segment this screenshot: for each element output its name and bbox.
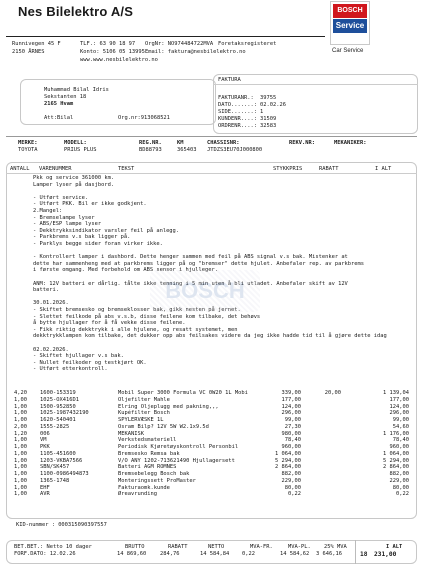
note-line: batteri.	[33, 287, 59, 294]
item-number: PKK	[40, 444, 50, 450]
item-unit-price: 78,40	[284, 437, 301, 444]
customer-street: Sekstanten 18	[44, 94, 87, 100]
item-number: 1365-1748	[40, 477, 70, 484]
item-unit-price: 882,00	[281, 471, 301, 477]
item-qty: 1,00	[14, 457, 27, 464]
table-row	[14, 437, 409, 444]
item-total: 177,00	[389, 396, 409, 403]
vehicle-header: REKV.NR:	[289, 140, 315, 146]
bosch-service-logo	[330, 1, 370, 45]
item-unit-price: 296,00	[281, 410, 301, 417]
invoice-field-label: DATO.......:	[218, 102, 257, 109]
item-number: SBN/SK457	[40, 464, 70, 471]
item-text: Verkstedsmateriell	[118, 437, 177, 444]
table-row	[14, 485, 409, 492]
note-line: - Kontrollert lamper i dashbord. Dette henger sammen med feil på ABS signal v.s bak. Mistenker at	[33, 254, 348, 261]
item-text: Batteri AGM ROMNES	[118, 464, 177, 471]
note-line: - Utført service.	[33, 194, 89, 201]
table-row	[14, 390, 409, 397]
vehicle-header: KM	[177, 140, 184, 146]
item-total: 960,00	[389, 444, 409, 450]
item-total: 78,40	[392, 437, 409, 444]
vehicle-value: BD88793	[139, 147, 162, 153]
item-text: Oljefilter Mahle	[118, 396, 170, 403]
note-line: - Bremselampe lyser	[33, 214, 95, 221]
item-qty: 1,00	[14, 464, 27, 471]
item-unit-price: 27,30	[284, 423, 301, 430]
item-text: V/O ANY 1202-713621490 Hjullagersett	[118, 457, 235, 464]
invoice-label: FAKTURA	[218, 77, 241, 83]
table-header-cell: TEKST	[118, 166, 135, 172]
note-line: - Utført PKK. Bil er ikke godkjent.	[33, 201, 147, 208]
item-total: 2 864,00	[383, 464, 409, 471]
note-line: Pkk og service 361000 km.	[33, 175, 115, 181]
totals-header: RABATT	[168, 544, 188, 550]
company-website: www.www.nesbilelektro.no	[80, 57, 158, 63]
item-total: 1 176,00	[383, 430, 409, 437]
totals-header: NETTO	[208, 544, 225, 550]
note-line: - Skiftet bremsesko og bremseklosser bak, gikk nesten på jernet.	[33, 307, 241, 313]
totals-header: BRUTTO	[125, 544, 145, 550]
customer-orgnr: Org.nr:913068521	[118, 115, 170, 121]
item-unit-price: 2 864,00	[275, 464, 301, 471]
totals-value: 3 646,16	[316, 551, 342, 557]
note-line: - Fikk riktig dekktrykk i alle hjulene, og resatt systemet, men	[33, 326, 238, 333]
customer-name: Muhammad Bilal Idris	[44, 87, 109, 93]
logo-top: BOSCH	[333, 4, 367, 18]
table-row	[14, 397, 409, 404]
item-unit-price: 5 294,00	[275, 457, 301, 464]
item-text: Kupéfilter Bosch	[118, 410, 170, 417]
customer-attention: Att:Bilal	[44, 115, 74, 121]
item-unit-price: 80,00	[284, 484, 301, 491]
vehicle-header: MERKE:	[18, 140, 38, 146]
table-row	[14, 424, 409, 431]
logo-bottom: Service	[333, 19, 367, 33]
item-unit-price: 1 064,00	[275, 450, 301, 457]
car-service-caption: Car Service	[332, 48, 364, 54]
total-divider	[355, 540, 356, 564]
invoice-field-label: FAKTURANR.:	[218, 95, 254, 101]
table-row	[14, 464, 409, 471]
item-qty: 2,00	[14, 423, 27, 430]
item-number: AVR	[40, 491, 50, 498]
item-unit-price: 99,00	[284, 417, 301, 423]
invoice-field-value: 32583	[260, 123, 277, 130]
item-number: 1620-540401	[40, 417, 76, 423]
item-total: 1 139,04	[383, 390, 409, 396]
vehicle-value: TOYOTA	[18, 147, 38, 153]
company-address-2: 2150 ÅRNES	[12, 49, 45, 55]
table-row	[14, 410, 409, 417]
note-line: dette har sammenheng med at parkbrems ligger på og "bremser" dette hjulet. Anbefaler rep. av parkbrems	[33, 260, 365, 267]
vehicle-header: CHASSISNR:	[207, 140, 240, 146]
item-number: 1203-VKBA7566	[40, 457, 83, 464]
note-line: i første omgang. Med forbehold om ABS sensor i hjulleger.	[33, 267, 218, 274]
payment-terms: BET.BET.: Netto 10 dager	[14, 544, 92, 550]
invoice-field-label: KUNDENR....:	[218, 116, 257, 123]
note-line: - Utført etterkontroll.	[33, 366, 108, 373]
item-total: 1 064,00	[383, 450, 409, 457]
note-line: å bytte hjullager for å få vekke disse feilene.	[33, 320, 186, 327]
totals-value: 14 584,62	[280, 551, 310, 557]
item-unit-price: 177,00	[281, 396, 301, 403]
item-number: 1025-OX416D1	[40, 396, 79, 403]
item-qty: 1,00	[14, 471, 27, 477]
table-row	[14, 478, 409, 485]
item-total: 882,00	[389, 471, 409, 477]
vehicle-value: PRIUS PLUS	[64, 147, 97, 153]
company-address-1: Runnivegen 45 F	[12, 41, 61, 47]
item-text: Osram Bilp? 12V 5W W2.1x9.5d	[118, 423, 209, 430]
invoice-field-label: SIDE.......:	[218, 109, 257, 116]
totals-value: 284,76	[160, 551, 180, 557]
company-name: Nes Bilelektro A/S	[18, 4, 134, 19]
vehicle-value: 365403	[177, 147, 197, 153]
table-header-cell: I ALT	[375, 166, 392, 172]
item-number: 006	[40, 430, 50, 437]
item-unit-price: 980,00	[281, 430, 301, 437]
vehicle-value: JTDZS3EU70J000800	[207, 147, 263, 153]
total-label: I ALT	[386, 544, 403, 550]
note-line: - Parklys begge sider foran virker ikke.	[33, 241, 163, 247]
item-number: 1025-1987432190	[40, 410, 89, 417]
company-orgnr: OrgNr: NO974484722MVA	[145, 41, 214, 47]
item-number: EHF	[40, 484, 50, 491]
vehicle-header: MEKANIKER:	[334, 140, 367, 146]
invoice-field-value: 39755	[260, 95, 277, 101]
item-total: 80,00	[392, 484, 409, 491]
item-qty: 1,00	[14, 491, 27, 498]
item-total: 99,00	[392, 417, 409, 423]
item-text: Bremsebelegg Bosch bak	[118, 471, 190, 477]
item-number: VM	[40, 437, 47, 444]
item-total: 229,00	[389, 477, 409, 484]
table-header-cell: VARENUMMER	[39, 166, 72, 172]
item-text: Periodisk Kjøretøyskontroll Personbil	[118, 444, 239, 450]
item-number: 1100-0986494873	[40, 471, 89, 477]
item-text: Fakturaomk.kunde	[118, 484, 170, 491]
item-number: 1105-451600	[40, 450, 76, 457]
totals-header: MVA-PL.	[288, 544, 311, 550]
note-line: 02.02.2026.	[33, 346, 69, 353]
item-text: Bremsesko Remsa bak	[118, 450, 180, 457]
item-total: 124,00	[389, 403, 409, 410]
item-qty: 1,00	[14, 403, 27, 410]
table-row	[14, 451, 409, 458]
table-row	[14, 471, 409, 478]
item-text: Elring Oljeplugg med pakning,,,	[118, 403, 219, 410]
invoice-divider	[213, 84, 418, 85]
totals-value: 0,22	[242, 551, 255, 557]
kid-number: KID-nummer : 000315090397557	[16, 522, 107, 528]
invoice-field-value: 1	[260, 109, 264, 116]
item-qty: 1,00	[14, 484, 27, 491]
vehicle-header: REG.NR.	[139, 140, 162, 146]
note-line: 30.01.2026.	[33, 300, 69, 307]
item-unit-price: 0,22	[288, 491, 301, 498]
total-amount: 231,00	[374, 551, 397, 558]
item-qty: 1,20	[14, 430, 27, 437]
table-row	[14, 491, 409, 498]
item-unit-price: 229,00	[281, 477, 301, 484]
item-qty: 4,20	[14, 390, 27, 396]
note-line: Lamper lyser på dasjbord.	[33, 181, 115, 188]
item-qty: 1,00	[14, 444, 27, 450]
item-unit-price: 339,00	[281, 390, 301, 396]
note-line: - Parkbrems v.s bak ligger på.	[33, 234, 131, 241]
totals-header: MVA-FR.	[250, 544, 273, 550]
item-discount: 20,00	[324, 390, 341, 396]
item-qty: 1,00	[14, 450, 27, 457]
item-qty: 1,00	[14, 410, 27, 417]
item-qty: 1,00	[14, 417, 27, 423]
invoice-field-value: 31509	[260, 116, 277, 123]
item-text: Øreavrunding	[118, 491, 157, 498]
company-phone: TLF.: 63 90 18 97	[80, 41, 136, 47]
table-row	[14, 417, 409, 424]
item-text: Mobil Super 3000 Formula VC 0W20 1L Mobi	[118, 390, 248, 396]
note-line: dekktrykklampen kom tilbake, det dukker opp abs feilsakes videre da jeg ikke hadde tid til å gjøre dette idag	[33, 333, 387, 340]
totals-value: 14 584,84	[200, 551, 230, 557]
item-text: SPYLERVÆSKE 1L	[118, 417, 164, 423]
due-date: FORF.DATO: 12.02.26	[14, 551, 76, 557]
note-line: - Dekktrykksindikator varsler feil på anlegg.	[33, 227, 180, 234]
total-currency: 18	[360, 551, 368, 558]
table-header-cell: STYKKPRIS	[273, 166, 303, 172]
table-row	[14, 444, 409, 451]
item-unit-price: 960,00	[281, 444, 301, 450]
item-total: 54,60	[392, 423, 409, 430]
item-qty: 1,00	[14, 396, 27, 403]
item-number: 1600-153319	[40, 390, 76, 396]
vehicle-header: MODELL:	[64, 140, 87, 146]
note-line: - ABS/ESP lampe lyser	[33, 221, 102, 228]
item-qty: 1,00	[14, 437, 27, 444]
note-line: - Skiftet hjullager v.s bak.	[33, 353, 124, 360]
item-text: MEKANISK	[118, 430, 144, 437]
note-line: - Slettet feilkode på abs v.s.b, disse feilene kom tilbake, det behøvs	[33, 313, 261, 320]
company-bank-account: Konto: 5106 05 13995	[80, 49, 145, 55]
item-number: 1555-2825	[40, 423, 70, 430]
item-text: Monteringssett ProMaster	[118, 477, 196, 484]
item-total: 296,00	[389, 410, 409, 417]
note-line: - Nullet feilkoder og testkjørt OK.	[33, 359, 147, 366]
item-total: 5 294,00	[383, 457, 409, 464]
totals-header: 25% MVA	[324, 544, 347, 550]
item-number: 1500-952850	[40, 403, 76, 410]
table-row	[14, 404, 409, 411]
customer-city: 2165 Hvam	[44, 101, 74, 107]
company-foretaksregisteret: Foretaksregisteret	[218, 41, 277, 47]
table-header-cell: ANTALL	[10, 166, 30, 172]
invoice-field-label: ORDRENR....:	[218, 123, 257, 130]
item-qty: 1,00	[14, 477, 27, 484]
table-header-cell: RABATT	[319, 166, 339, 172]
note-line: 2.Mangel:	[33, 208, 63, 214]
company-email: Email: faktura@nesbilelektro.no	[145, 49, 246, 55]
totals-value: 14 869,60	[117, 551, 147, 557]
item-total: 0,22	[396, 491, 409, 498]
table-row	[14, 458, 409, 465]
vehicle-top-rule	[6, 136, 417, 137]
invoice-field-value: 02.02.26	[260, 102, 286, 109]
table-row	[14, 431, 409, 438]
watermark: BOSCH	[150, 270, 260, 312]
header-rule	[6, 36, 325, 37]
note-line: ANM: 12V batteri er dårlig. tålte ikke tenning i 5 min uten å bli utladet. Anbefaler skift av 12V	[33, 280, 348, 287]
item-unit-price: 124,00	[281, 403, 301, 410]
table-header-rule	[6, 173, 417, 174]
